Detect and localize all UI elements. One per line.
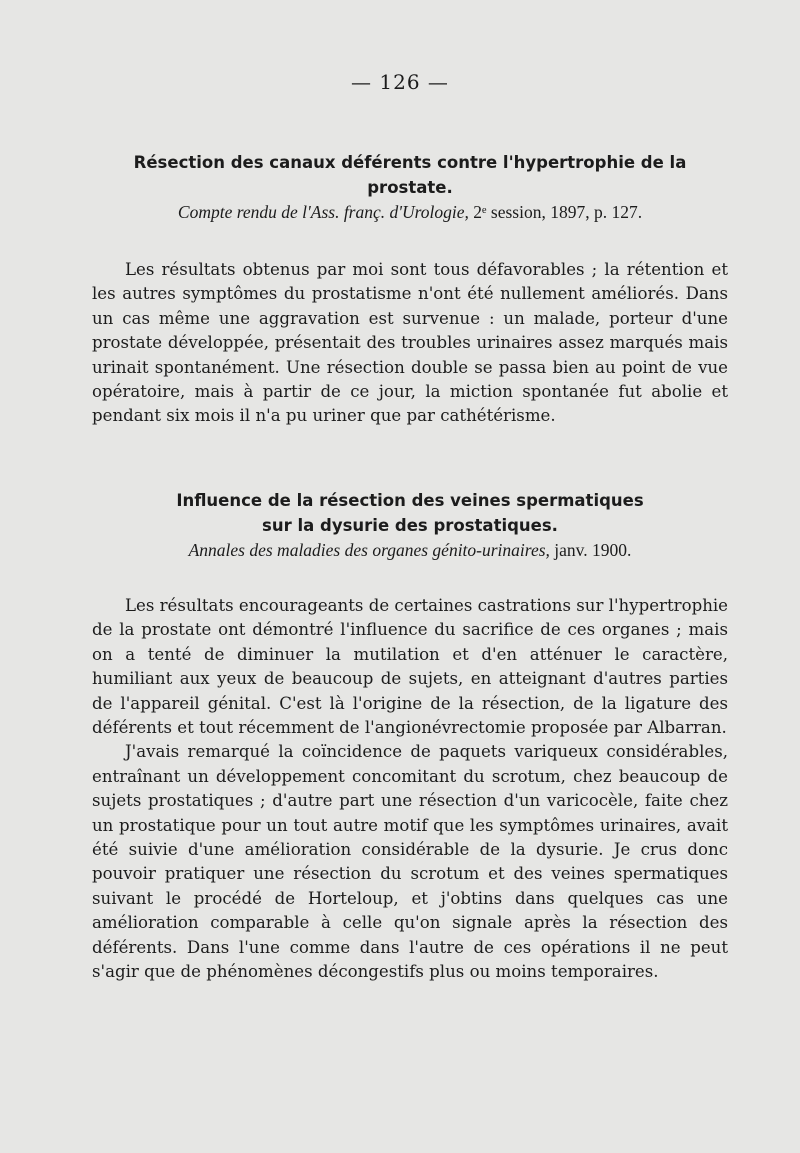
page-number: — 126 — [351, 70, 449, 94]
section-title: Résection des canaux déférents contre l'hypertrophie de la prostate. [133, 153, 687, 197]
citation-details: 2ᵉ session, 1897, p. 127. [468, 202, 643, 222]
section-title-line-2: sur la dysurie des prostatiques. [262, 516, 558, 535]
body-paragraph: Les résultats obtenus par moi sont tous défavorables ; la rétention et les autres symptômes du prostatisme n'ont été nullement améliorés. Dans un cas même une aggravation est survenue : un malade, porteur d'une prostate développée, présentait des troubles urinaires assez marqués mais urinait spontanément. Une résection double se passa bien au point de vue opératoire, mais à partir de ce jour, la miction spontanée fut abolie et pendant six mois il n'a pu uriner que par cathétérisme. [92, 260, 728, 426]
citation-details: janv. 1900. [549, 540, 632, 560]
section-citation [92, 538, 728, 562]
citation-journal: Annales des maladies des organes génito-urinaires, [188, 540, 550, 560]
section-vas-deferens-resection [92, 150, 728, 429]
body-paragraph: Les résultats encourageants de certaines castrations sur l'hypertrophie de la prostate ont démontré l'influence du sacrifice de ces organes ; mais on a tenté de diminuer la mutilation et d'en atténuer le caractère, humiliant aux yeux de beaucoup de sujets, en atteignant d'autres parties de l'appareil génital. C'est là l'origine de la résection, de la ligature des déférents et tout récemment de l'angionévrectomie proposée par Albarran. [92, 596, 729, 738]
body-paragraph: J'avais remarqué la coïncidence de paquets variqueux considérables, entraînant un développement concomitant du scrotum, chez beaucoup de sujets prostatiques ; d'autre part une résection d'un varicocèle, faite chez un prostatique pour un tout autre motif que les symptômes urinaires, avait été suivie d'une amélioration considérable de la dysurie. Je crus donc pouvoir pratiquer une résection du scrotum et des veines spermatiques suivant le procédé de Horteloup, et j'obtins dans quelques cas une amélioration comparable à celle qu'on signale après la résection des déférents. Dans l'une comme dans l'autre de ces opérations il ne peut s'agir que de phénomènes décongestifs plus ou moins temporaires. [92, 742, 728, 982]
section-spermatic-veins-resection [92, 488, 728, 985]
section-citation [92, 200, 728, 224]
citation-journal: Compte rendu de l'Ass. franç. d'Urologie, [177, 202, 469, 222]
section-title-line-1: Influence de la résection des veines spermatiques [176, 491, 644, 510]
